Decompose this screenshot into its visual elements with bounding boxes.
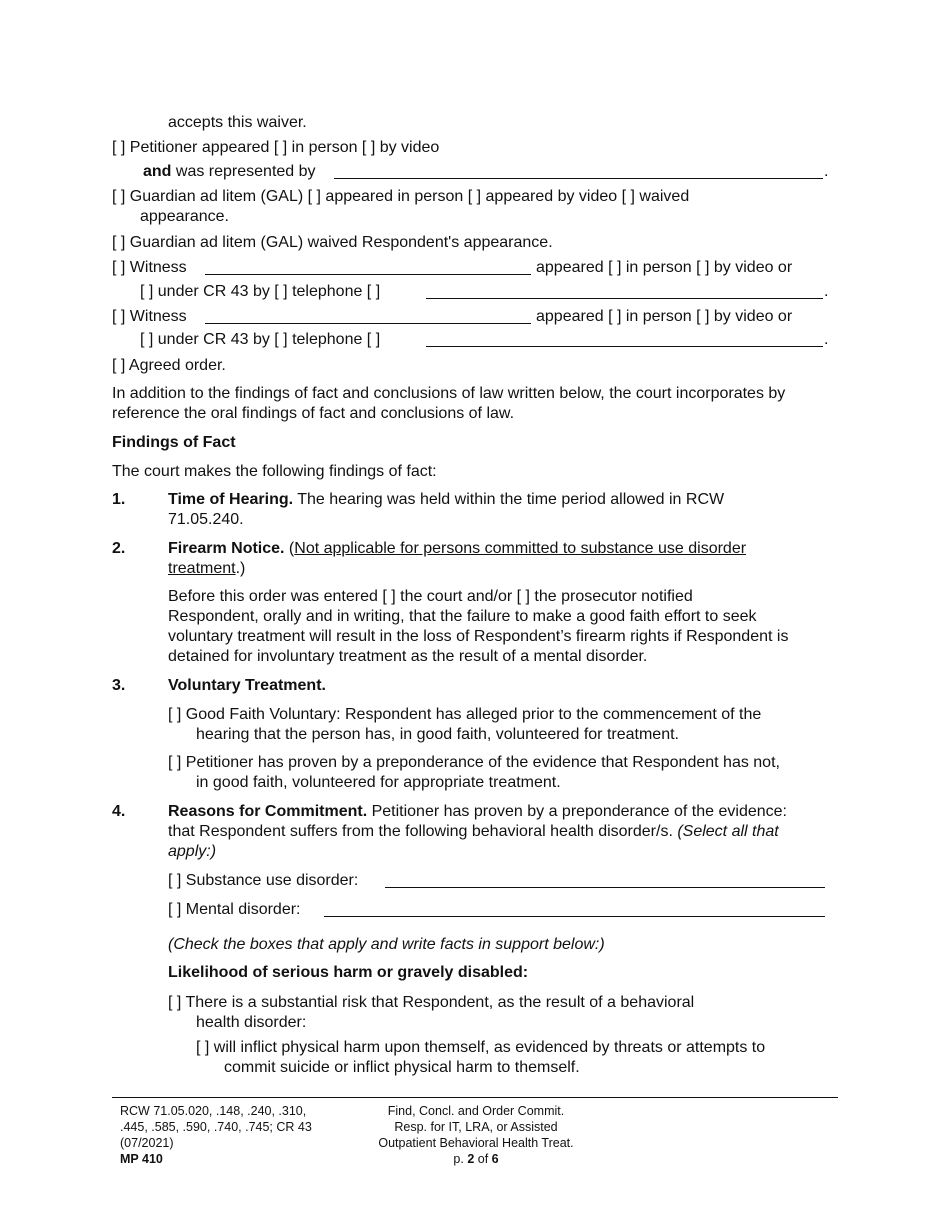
item4-title: Reasons for Commitment. <box>168 803 368 820</box>
agreed-order-line[interactable]: [ ] Agreed order. <box>112 357 226 374</box>
item1-number: 1. <box>112 491 126 508</box>
item1-line2: 71.05.240. <box>168 511 244 528</box>
witness2-cr43-line[interactable]: [ ] under CR 43 by [ ] telephone [ ] <box>140 331 381 348</box>
incorporation-line2: reference the oral findings of fact and conclusions of law. <box>112 405 515 422</box>
gal-appeared-line[interactable]: [ ] Guardian ad litem (GAL) [ ] appeared in person [ ] appeared by video [ ] waived <box>112 188 690 205</box>
witness1-other-blank[interactable] <box>426 298 823 299</box>
item1-line1 <box>168 490 724 509</box>
period: . <box>824 163 829 180</box>
represented-by-text: was represented by <box>171 163 316 180</box>
page-number: 2 <box>467 1152 475 1166</box>
item4-line2 <box>168 822 779 841</box>
item2-line1 <box>168 539 746 558</box>
substance-use-disorder-option[interactable]: [ ] Substance use disorder: <box>168 872 359 889</box>
footer-statute <box>120 1103 312 1167</box>
footer-statute-line: RCW 71.05.020, .148, .240, .310, <box>120 1104 307 1118</box>
harm-self-line2: commit suicide or inflict physical harm to themself. <box>224 1059 580 1076</box>
mental-disorder-blank[interactable] <box>324 916 825 917</box>
paren-close: .) <box>235 560 246 577</box>
footer-statute-line: .445, .585, .590, .740, .745; CR 43 <box>120 1120 312 1134</box>
harm-self-option[interactable]: [ ] will inflict physical harm upon themself, as evidenced by threats or attempts to <box>196 1039 766 1056</box>
item2-note-treatment: treatment <box>168 560 236 577</box>
item2-para-line: detained for involuntary treatment as the result of a mental disorder. <box>168 648 648 665</box>
item4-line2-text: that Respondent suffers from the following behavioral health disorder/s. <box>168 823 678 840</box>
findings-intro: The court makes the following findings of fact: <box>112 463 437 480</box>
item4-line1 <box>168 802 787 821</box>
witness2-name-blank[interactable] <box>205 323 531 324</box>
item3-title: Voluntary Treatment. <box>168 677 326 694</box>
footer-title-line: Outpatient Behavioral Health Treat. <box>378 1136 574 1150</box>
paren-open: ( <box>284 540 295 557</box>
item2-title: Firearm Notice. <box>168 540 285 557</box>
period: . <box>824 331 829 348</box>
findings-heading: Findings of Fact <box>112 434 236 451</box>
item3-opt1-line1[interactable]: [ ] Good Faith Voluntary: Respondent has alleged prior to the commencement of the <box>168 706 762 723</box>
represented-by-label <box>143 162 316 181</box>
footer-divider <box>112 1097 838 1098</box>
item2-note-underlined: Not applicable for persons committed to substance use disorder <box>294 540 747 557</box>
page-of: of <box>474 1152 492 1166</box>
substantial-risk-line2: health disorder: <box>196 1014 307 1031</box>
item2-line2 <box>168 559 245 578</box>
footer-title-line: Resp. for IT, LRA, or Assisted <box>394 1120 558 1134</box>
footer-date: (07/2021) <box>120 1136 174 1150</box>
witness2-appeared[interactable]: appeared [ ] in person [ ] by video or <box>536 308 793 325</box>
item3-opt1-line2: hearing that the person has, in good faith, volunteered for treatment. <box>196 726 679 743</box>
item2-para-line: voluntary treatment will result in the loss of Respondent’s firearm rights if Respondent is <box>168 628 789 645</box>
witness1-cr43-line[interactable]: [ ] under CR 43 by [ ] telephone [ ] <box>140 283 381 300</box>
witness1-name-blank[interactable] <box>205 274 531 275</box>
witness1-label[interactable]: [ ] Witness <box>112 259 187 276</box>
period: . <box>824 283 829 300</box>
petitioner-attorney-blank[interactable] <box>334 178 823 179</box>
likelihood-heading: Likelihood of serious harm or gravely disabled: <box>168 964 529 981</box>
footer-title-line: Find, Concl. and Order Commit. <box>387 1104 565 1118</box>
page-total: 6 <box>491 1152 499 1166</box>
item2-para-line[interactable]: Before this order was entered [ ] the court and/or [ ] the prosecutor notified <box>168 588 693 605</box>
item2-para-line: Respondent, orally and in writing, that the failure to make a good faith effort to seek <box>168 608 757 625</box>
check-boxes-note: (Check the boxes that apply and write facts in support below:) <box>168 936 605 953</box>
witness2-other-blank[interactable] <box>426 346 823 347</box>
gal-waived-line[interactable]: [ ] Guardian ad litem (GAL) waived Respondent's appearance. <box>112 234 553 251</box>
substance-use-disorder-blank[interactable] <box>385 887 825 888</box>
item4-number: 4. <box>112 803 126 820</box>
and-label: and <box>143 163 172 180</box>
page-prefix: p. <box>453 1152 468 1166</box>
footer-form-number: MP 410 <box>120 1152 163 1166</box>
witness2-label[interactable]: [ ] Witness <box>112 308 187 325</box>
item1-text: The hearing was held within the time period allowed in RCW <box>293 491 725 508</box>
item3-opt2-line2: in good faith, volunteered for appropriate treatment. <box>196 774 561 791</box>
page-indicator <box>336 1151 616 1167</box>
waiver-text: accepts this waiver. <box>168 114 307 131</box>
footer-form-title <box>336 1103 616 1167</box>
petitioner-appeared-line[interactable]: [ ] Petitioner appeared [ ] in person [ ] by video <box>112 139 440 156</box>
item4-text: Petitioner has proven by a preponderance of the evidence: <box>367 803 787 820</box>
substantial-risk-option[interactable]: [ ] There is a substantial risk that Respondent, as the result of a behavioral <box>168 994 695 1011</box>
mental-disorder-option[interactable]: [ ] Mental disorder: <box>168 901 301 918</box>
item3-opt2-line1[interactable]: [ ] Petitioner has proven by a preponderance of the evidence that Respondent has not, <box>168 754 780 771</box>
item4-line3: apply:) <box>168 843 217 860</box>
item3-number: 3. <box>112 677 126 694</box>
item4-select-note: (Select all that <box>677 823 779 840</box>
item2-number: 2. <box>112 540 126 557</box>
witness1-appeared[interactable]: appeared [ ] in person [ ] by video or <box>536 259 793 276</box>
item1-title: Time of Hearing. <box>168 491 294 508</box>
incorporation-line1: In addition to the findings of fact and conclusions of law written below, the court incorporates by <box>112 385 786 402</box>
gal-appeared-line2: appearance. <box>140 208 229 225</box>
